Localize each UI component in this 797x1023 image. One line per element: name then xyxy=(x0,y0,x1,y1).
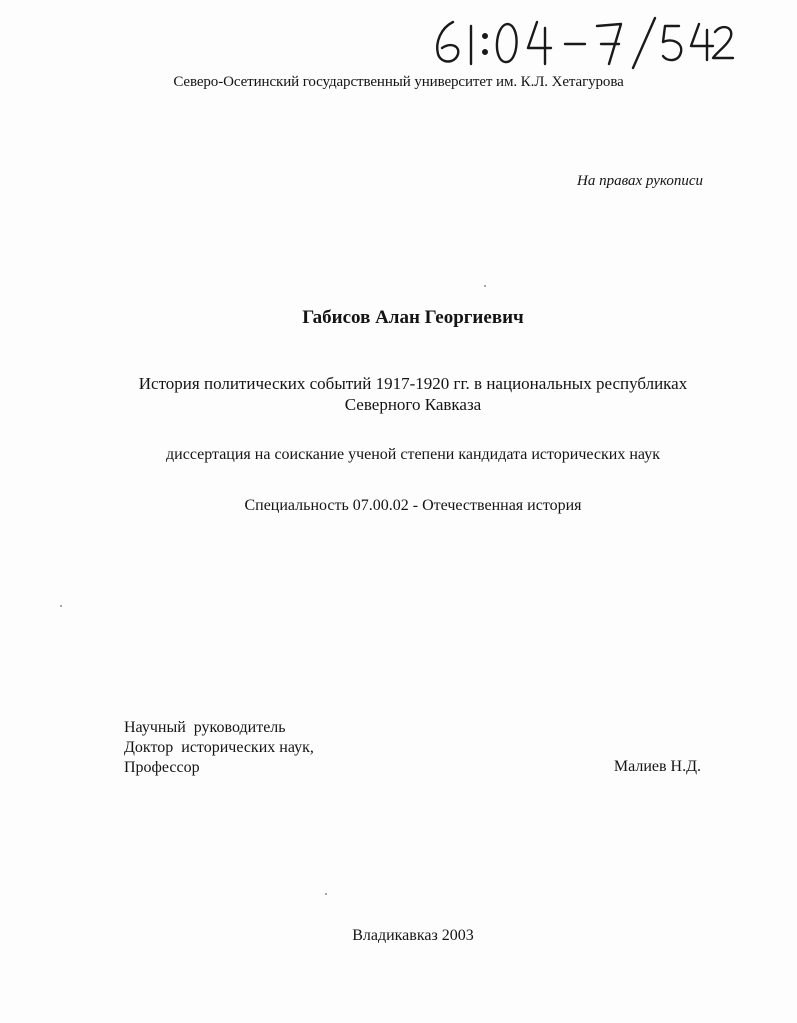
scan-speck xyxy=(325,893,327,895)
supervisor-title: Профессор xyxy=(124,759,200,776)
scan-speck xyxy=(484,285,486,287)
handwritten-archive-code xyxy=(425,8,735,74)
supervisor-name: Малиев Н.Д. xyxy=(613,758,701,775)
thesis-title-line-2: Северного Кавказа xyxy=(344,395,482,414)
supervisor-degree: Доктор исторических наук, xyxy=(124,739,314,756)
degree-statement: диссертация на соискание ученой степени кандидата исторических наук xyxy=(166,446,660,463)
scan-speck xyxy=(60,605,62,607)
supervisor-block xyxy=(124,718,314,778)
university-name: Северо-Осетинский государственный университет им. К.Л. Хетагурова xyxy=(173,74,624,90)
thesis-title-line-1: История политических событий 1917-1920 гг. в национальных республиках xyxy=(138,374,688,393)
handwritten-archive-code-drawing xyxy=(425,8,735,74)
manuscript-rights-note: На правах рукописи xyxy=(577,173,703,189)
supervisor-role: Научный руководитель xyxy=(124,719,286,736)
specialty-line: Специальность 07.00.02 - Отечественная история xyxy=(244,497,582,514)
author-name: Габисов Алан Георгиевич xyxy=(302,307,524,328)
city-year: Владикавказ 2003 xyxy=(352,927,474,944)
thesis-title xyxy=(0,373,797,415)
